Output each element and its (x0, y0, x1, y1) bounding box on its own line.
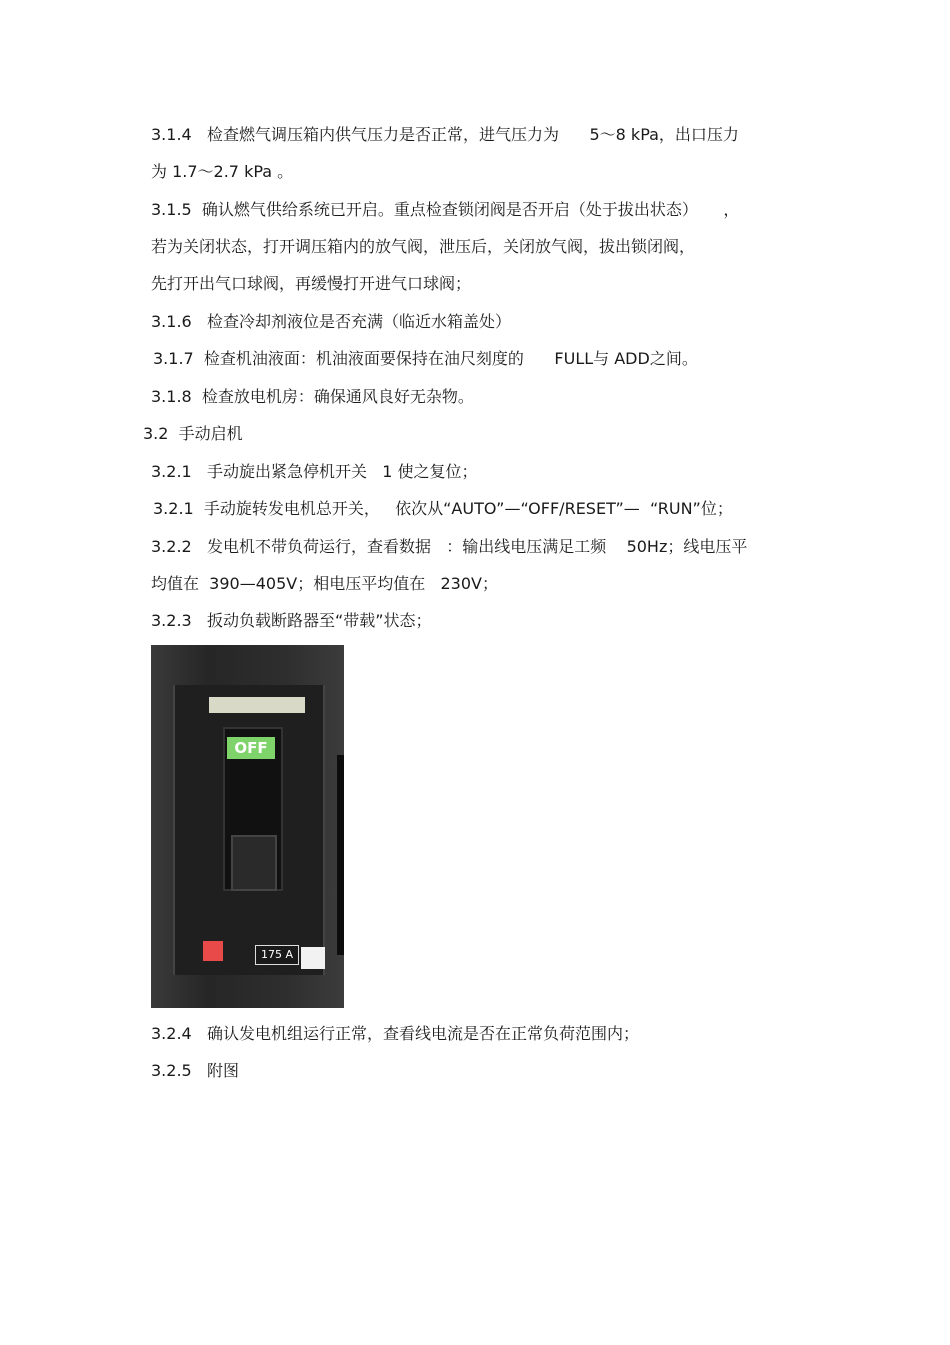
line-3-1-8: 3.1.8 检查放电机房：确保通风良好无杂物。 (151, 387, 474, 406)
line-3-1-5-c: 先打开出气口球阀，再缓慢打开进气口球阀； (151, 274, 472, 293)
line-3-1-4-b: 为 1.7～2.7 kPa 。 (151, 162, 294, 181)
breaker-off-label: OFF (227, 737, 275, 759)
line-3-1-4-a: 3.1.4 检查燃气调压箱内供气压力是否正常，进气压力为 5～8 kPa，出口压力 (151, 125, 739, 144)
line-3-2-2-a: 3.2.2 发电机不带负荷运行，查看数据 ：输出线电压满足工频 50Hz；线电压平 (151, 537, 748, 556)
line-3-2-3: 3.2.3 扳动负载断路器至“带载”状态； (151, 611, 432, 630)
line-3-2-1-a: 3.2.1 手动旋出紧急停机开关 1 使之复位； (151, 462, 478, 481)
breaker-rating-label: 175 A (255, 945, 299, 965)
line-3-2-1-b: 3.2.1 手动旋转发电机总开关， 依次从“AUTO”—“OFF/RESET”— “RUN”位； (153, 499, 733, 518)
breaker-handle (231, 835, 277, 891)
line-3-1-7: 3.1.7 检查机油液面：机油液面要保持在油尺刻度的 FULL与 ADD之间。 (153, 349, 698, 368)
line-3-1-5-a: 3.1.5 确认燃气供给系统已开启。重点检查锁闭阀是否开启（处于拔出状态） ， (151, 200, 740, 219)
line-3-1-5-b: 若为关闭状态，打开调压箱内的放气阀，泄压后，关闭放气阀，拔出锁闭阀， (151, 237, 696, 256)
line-3-2-4: 3.2.4 确认发电机组运行正常，查看线电流是否在正常负荷范围内； (151, 1024, 639, 1043)
breaker-side-bar (337, 755, 344, 955)
breaker-white-tab (301, 947, 325, 969)
line-3-2-2-b: 均值在 390—405V；相电压平均值在 230V； (151, 574, 498, 593)
breaker-brand-label (209, 697, 305, 713)
breaker-trip-button (203, 941, 223, 961)
breaker-photo (151, 645, 344, 1008)
section-heading-3-2: 3.2 手动启机 (143, 424, 243, 443)
line-3-1-6: 3.1.6 检查冷却剂液位是否充满（临近水箱盖处） (151, 312, 511, 331)
line-3-2-5: 3.2.5 附图 (151, 1061, 239, 1080)
